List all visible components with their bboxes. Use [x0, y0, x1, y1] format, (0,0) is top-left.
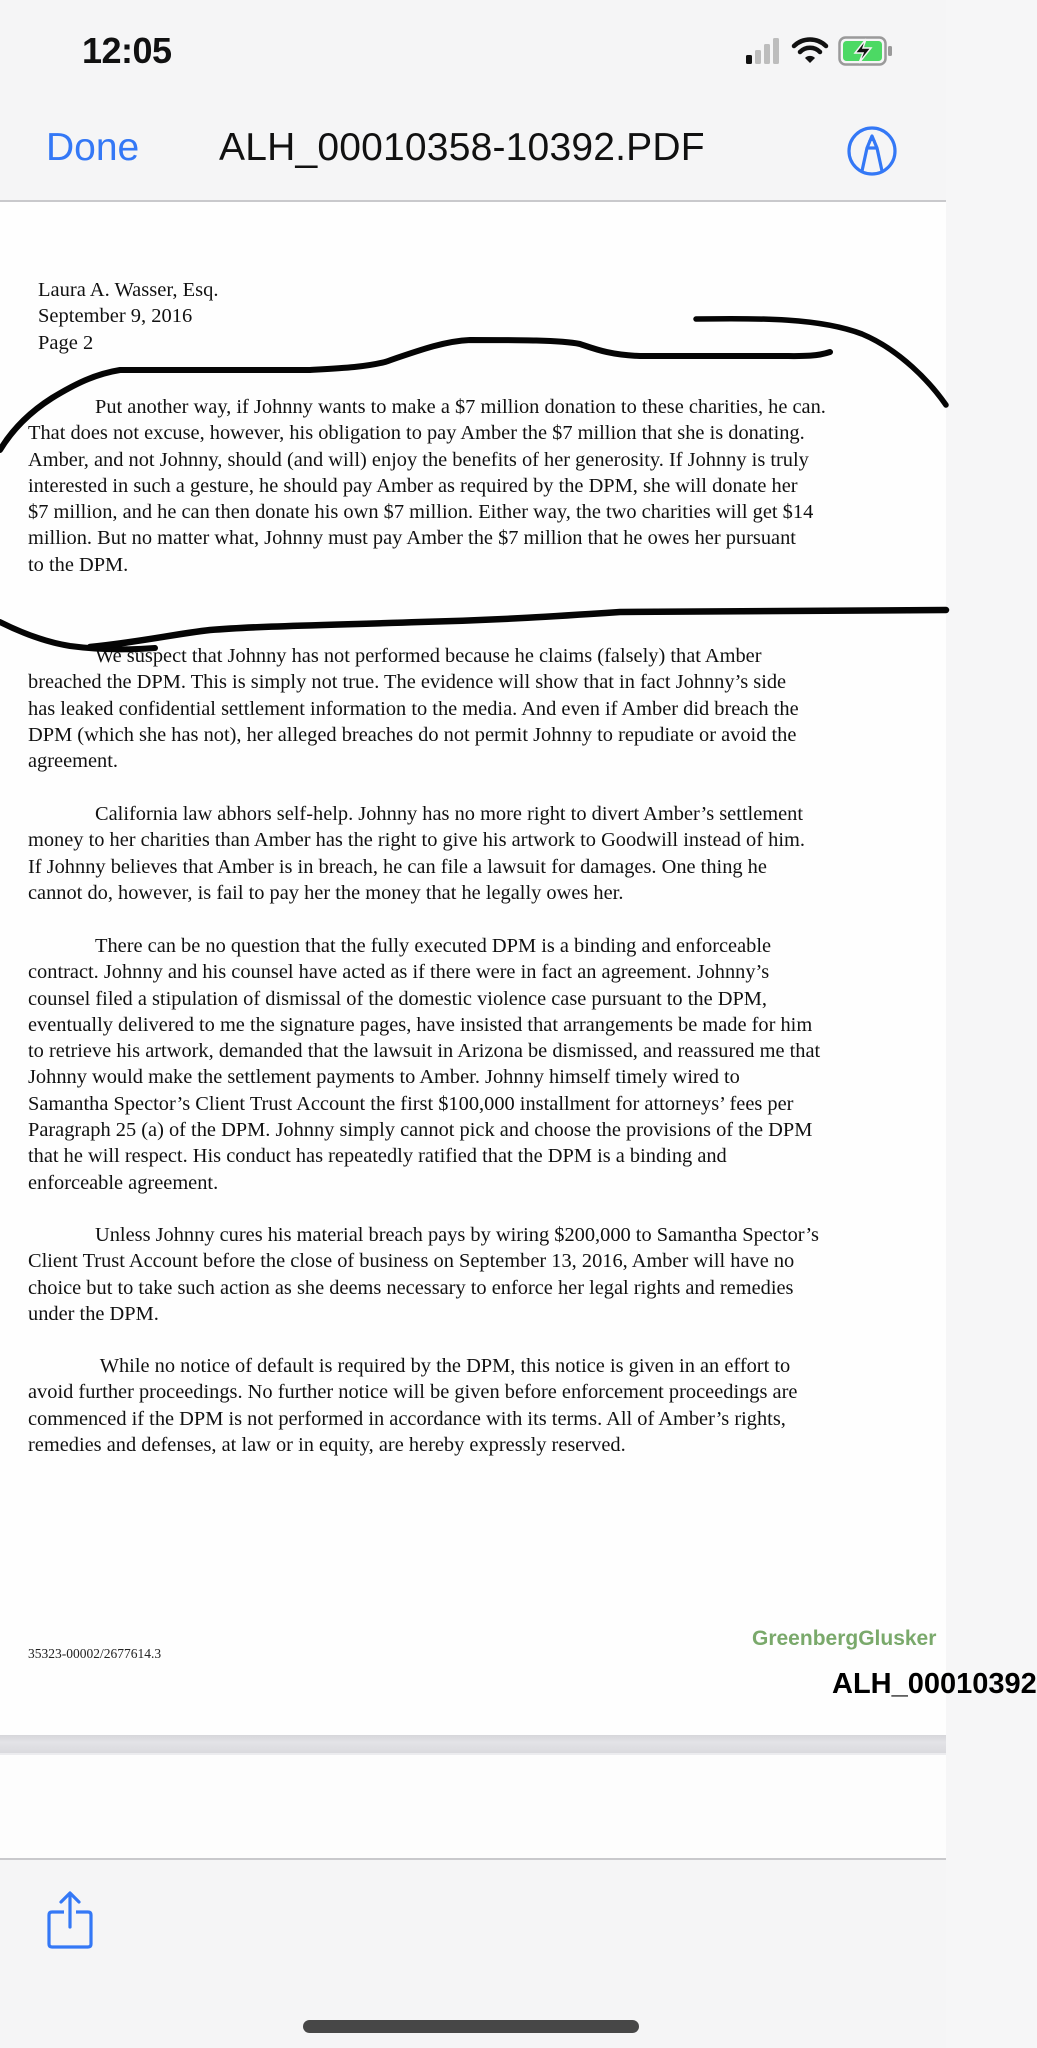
status-icons — [746, 36, 894, 66]
paragraph — [28, 1222, 928, 1327]
document-id-footer: 35323-00002/2677614.3 — [28, 1646, 162, 1661]
wifi-icon — [792, 37, 828, 65]
document-title: ALH_00010358-10392.PDF — [219, 126, 705, 169]
bates-number: ALH_00010392 — [832, 1668, 1037, 1700]
paragraph-text: Put another way, if Johnny wants to make a $7 million donation to these charities, he can. That does not excuse, however, his obligation to pay Amber the $7 million that she is donating. Amber, and not Johnny, should (and will) enjoy the benefits of her generosity. If Johnny is truly interested in such a gesture, he should pay Amber as required by the DPM, she will donate her $7 million, and he can then donate his own $7 million. Either way, the two charities will get $14 million. But no matter what, Johnny must pay Amber the $7 million that he owes her pursuant to the DPM. — [28, 396, 826, 576]
paragraph — [28, 801, 928, 906]
share-button[interactable] — [46, 1890, 98, 1950]
paragraph-text: We suspect that Johnny has not performed because he claims (falsely) that Amber breached the DPM. This is simply not true. The evidence will show that in fact Johnny’s side has leaked confidential settlement information to the media. And even if Amber did breach the DPM (which she has not), her alleged breaches do not permit Johnny to repudiate or avoid the agreement. — [28, 645, 799, 773]
nav-bar — [0, 100, 946, 202]
paragraph — [28, 933, 928, 1196]
next-pdf-page — [0, 1755, 946, 1858]
markup-button[interactable] — [846, 124, 898, 178]
paragraph-text: While no notice of default is required by the DPM, this notice is given in an effort to avoid further proceedings. No further notice will be given before enforcement proceedings are commenced if the DPM is not performed in accordance with its terms. All of Amber’s rights, remedies and defenses, at law or in equity, are hereby expressly reserved. — [28, 1355, 798, 1456]
paragraph — [28, 643, 928, 774]
share-icon — [46, 1890, 98, 1950]
paragraph-text: There can be no question that the fully executed DPM is a binding and enforceable contract. Johnny and his counsel have acted as if there were in fact an agreement. Johnny’s counsel filed a stipulation of dismissal of the domestic violence case pursuant to the DPM, eventually delivered to me the signature pages, have insisted that arrangements be made for him to retrieve his artwork, demanded that the lawsuit in Arizona be dismissed, and reassured me that Johnny would make the settlement payments to Amber. Johnny himself timely wired to Samantha Spector’s Client Trust Account the first $100,000 installment for attorneys’ fees per Paragraph 25 (a) of the DPM. Johnny simply cannot pick and choose the provisions of the DPM that he will respect. His conduct has repeatedly ratified that the DPM is a binding and enforceable agreement. — [28, 935, 821, 1194]
pdf-viewer[interactable] — [0, 202, 1037, 1737]
markup-pen-icon — [846, 124, 898, 178]
paragraph-text: California law abhors self-help. Johnny has no more right to divert Amber’s settlement money to her charities than Amber has the right to give his artwork to Goodwill instead of him. If Johnny believes that Amber is in breach, he can file a lawsuit for damages. One thing he cannot do, however, is fail to pay her the money that he legally owes her. — [28, 803, 805, 904]
paragraph — [28, 1353, 928, 1458]
bottom-toolbar — [0, 1858, 946, 2048]
letter-recipient: Laura A. Wasser, Esq. — [38, 279, 219, 301]
home-indicator — [303, 2020, 639, 2033]
paragraph — [28, 394, 928, 578]
paragraph-text: Unless Johnny cures his material breach pays by wiring $200,000 to Samantha Spector’s Client Trust Account before the close of business on September 13, 2016, Amber will have no choice but to take such action as she deems necessary to enforce her legal rights and remedies under the DPM. — [28, 1224, 819, 1325]
status-time: 12:05 — [82, 30, 172, 71]
status-bar — [0, 0, 946, 100]
pdf-page — [0, 202, 1037, 1737]
battery-charging-icon — [838, 36, 894, 66]
letterhead — [38, 277, 218, 356]
cellular-signal-icon — [746, 38, 782, 64]
law-firm-logo: GreenbergGlusker — [752, 1627, 937, 1650]
page-separator — [0, 1735, 946, 1755]
letter-page-number: Page 2 — [38, 331, 94, 354]
letter-date: September 9, 2016 — [38, 305, 193, 328]
done-button[interactable]: Done — [46, 126, 140, 169]
